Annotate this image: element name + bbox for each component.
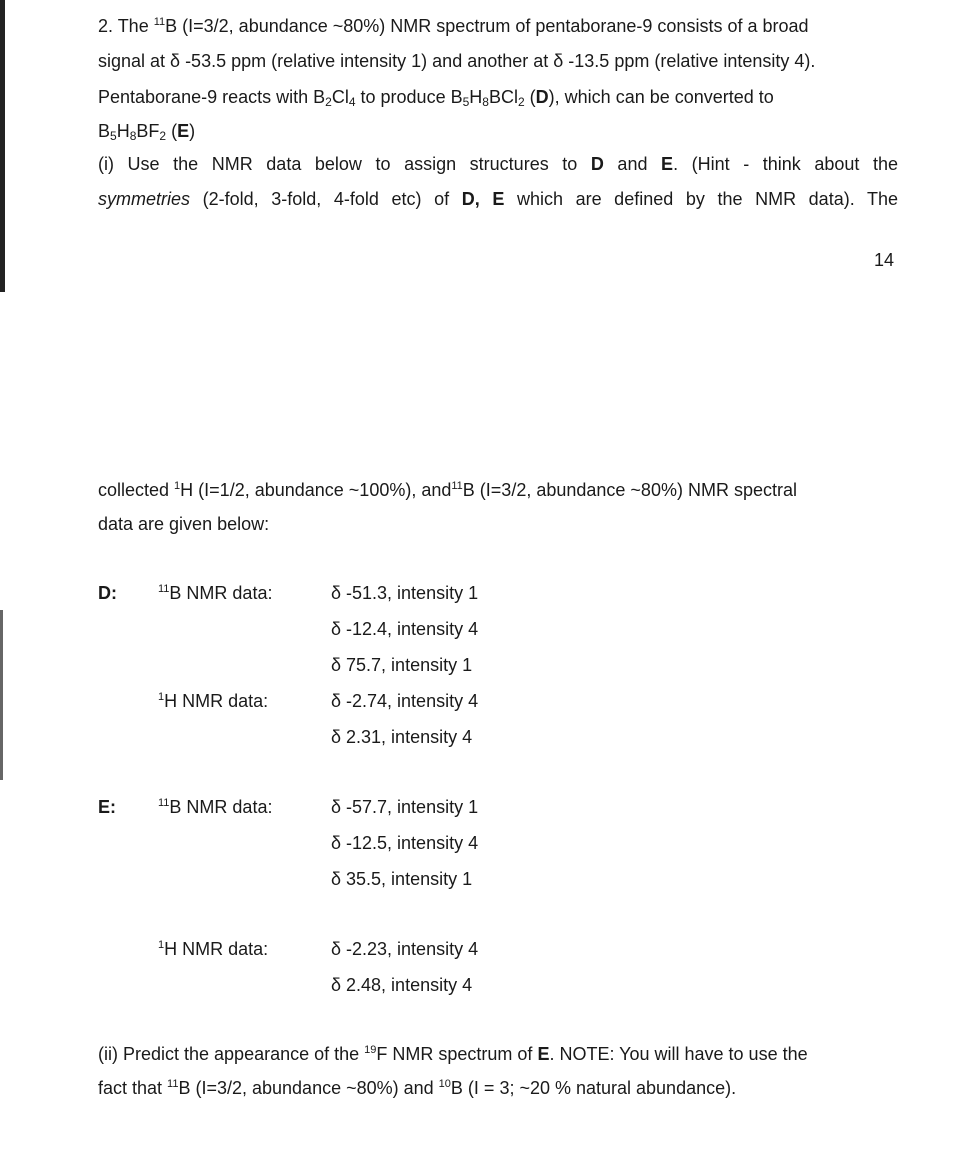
text: F NMR spectrum of — [376, 1044, 538, 1064]
text: B NMR data: — [169, 583, 273, 603]
superscript: 11 — [451, 480, 463, 492]
subscript: 2 — [159, 129, 167, 143]
text: H — [116, 121, 130, 141]
collected-line-1 — [98, 478, 797, 502]
compound-label: D — [535, 87, 549, 107]
text: B (I=3/2, abundance ~80%) and — [178, 1078, 439, 1098]
e-h1-value-1: δ -2.23, intensity 4 — [331, 939, 479, 959]
e-b11-value-2: δ -12.5, intensity 4 — [331, 833, 479, 853]
text: data are given below: — [98, 514, 270, 534]
compound-label: E — [537, 1044, 550, 1064]
text: Cl — [331, 87, 349, 107]
superscript: 11 — [158, 583, 170, 595]
compound-d-label: D: — [98, 583, 117, 603]
e-h1-nmr-label — [158, 937, 268, 961]
text: signal at δ -53.5 ppm (relative intensity 1) and another at δ -13.5 ppm (relative intensity 4). — [98, 51, 816, 71]
text: B NMR data: — [169, 797, 273, 817]
e-h1-value-2: δ 2.48, intensity 4 — [331, 975, 473, 995]
text: and — [603, 154, 662, 174]
text: H — [469, 87, 483, 107]
text: B (I=3/2, abundance ~80%) NMR spectrum of pentaborane-9 consists of a broad — [165, 16, 809, 36]
d-h1-value-2: δ 2.31, intensity 4 — [331, 727, 473, 747]
page-edge-shadow-top — [0, 0, 5, 292]
text: B — [98, 121, 111, 141]
text: ( — [166, 121, 178, 141]
e-b11-value-3: δ 35.5, intensity 1 — [331, 869, 473, 889]
text: fact that — [98, 1078, 168, 1098]
part-i-line-1 — [98, 152, 898, 176]
subscript: 2 — [325, 95, 332, 109]
compound-label: D — [590, 154, 604, 174]
superscript: 1 — [158, 691, 165, 703]
text: BCl — [488, 87, 518, 107]
text: to produce B — [355, 87, 463, 107]
collected-line-2 — [98, 512, 269, 536]
subscript: 5 — [110, 129, 117, 143]
d-b11-nmr-label — [158, 581, 272, 605]
text: 2. The — [98, 16, 154, 36]
d-h1-value-1: δ -2.74, intensity 4 — [331, 691, 479, 711]
superscript: 19 — [364, 1044, 377, 1056]
d-b11-value-2: δ -12.4, intensity 4 — [331, 619, 479, 639]
text: Pentaborane-9 reacts with B — [98, 87, 326, 107]
compound-label: E — [661, 154, 674, 174]
page-number: 14 — [874, 250, 895, 270]
text: B (I=3/2, abundance ~80%) NMR spectral — [462, 480, 797, 500]
subscript: 8 — [129, 129, 137, 143]
question-line-3 — [98, 85, 774, 109]
part-ii-line-2 — [98, 1076, 736, 1100]
compound-e-label: E: — [98, 797, 116, 817]
compound-labels: D, E — [461, 189, 505, 209]
question-line-2 — [98, 49, 815, 73]
superscript: 11 — [153, 16, 166, 28]
superscript: 1 — [158, 939, 165, 951]
text: . (Hint - think about the — [673, 154, 898, 174]
text: which are defined by the NMR data). The — [504, 189, 898, 209]
e-b11-nmr-label — [158, 795, 272, 819]
subscript: 8 — [482, 95, 489, 109]
text: (2-fold, 3-fold, 4-fold etc) of — [190, 189, 462, 209]
text: ) — [189, 121, 196, 141]
text: ), which can be converted to — [548, 87, 774, 107]
part-i-line-2 — [98, 187, 898, 211]
superscript: 11 — [158, 797, 170, 809]
superscript: 11 — [167, 1078, 179, 1090]
text: B (I = 3; ~20 % natural abundance). — [450, 1078, 737, 1098]
subscript: 5 — [462, 95, 470, 109]
text: H NMR data: — [164, 939, 269, 959]
text: collected — [98, 480, 175, 500]
italic-text: symmetries — [98, 189, 191, 209]
superscript: 10 — [438, 1078, 451, 1090]
text: H (I=1/2, abundance ~100%), and — [180, 480, 452, 500]
text: H NMR data: — [164, 691, 269, 711]
superscript: 1 — [174, 480, 181, 492]
question-line-4 — [98, 119, 195, 143]
e-b11-value-1: δ -57.7, intensity 1 — [331, 797, 479, 817]
d-b11-value-3: δ 75.7, intensity 1 — [331, 655, 473, 675]
subscript: 2 — [517, 95, 525, 109]
text: BF — [136, 121, 160, 141]
text: . NOTE: You will have to use the — [549, 1044, 808, 1064]
d-b11-value-1: δ -51.3, intensity 1 — [331, 583, 479, 603]
d-h1-nmr-label — [158, 689, 268, 713]
text: (i) Use the NMR data below to assign structures to — [98, 154, 591, 174]
subscript: 4 — [348, 95, 356, 109]
question-line-1 — [98, 14, 809, 38]
text: (ii) Predict the appearance of the — [98, 1044, 365, 1064]
compound-label: E — [177, 121, 190, 141]
text: ( — [524, 87, 536, 107]
page-edge-shadow-middle — [0, 610, 3, 780]
part-ii-line-1 — [98, 1042, 808, 1066]
